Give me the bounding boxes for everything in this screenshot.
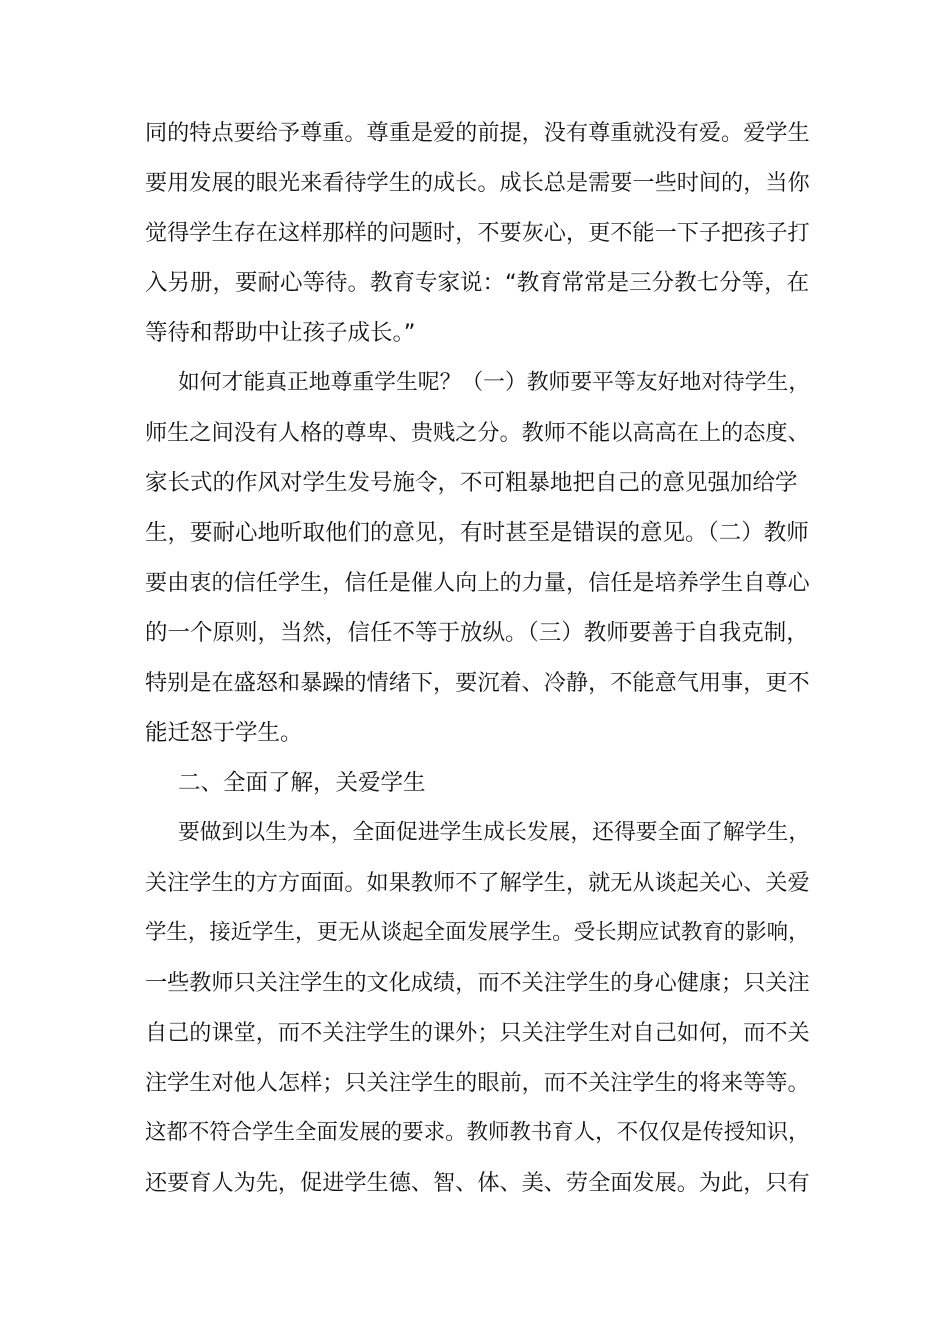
text-line: 能迁怒于学生。 — [145, 720, 303, 746]
text-line: 一些教师只关注学生的文化成绩，而不关注学生的身心健康；只关注 — [145, 970, 810, 996]
body-text — [145, 108, 810, 1208]
text-line: 生，要耐心地听取他们的意见，有时甚至是错误的意见。（二）教师 — [145, 520, 809, 546]
text-line: 如何才能真正地尊重学生呢？（一）教师要平等友好地对待学生， — [178, 370, 811, 395]
section-heading — [145, 758, 810, 808]
text-line: 注学生对他人怎样；只关注学生的眼前，而不关注学生的将来等等。 — [145, 1070, 810, 1096]
heading-line: 二、全面了解，关爱学生 — [178, 770, 426, 796]
text-line: 入另册，要耐心等待。教育专家说：“教育常常是三分教七分等，在 — [145, 270, 810, 296]
paragraph-1 — [145, 108, 810, 358]
text-line: 这都不符合学生全面发展的要求。教师教书育人，不仅仅是传授知识， — [145, 1120, 810, 1145]
paragraph-3 — [145, 808, 810, 1208]
text-line: 同的特点要给予尊重。尊重是爱的前提，没有尊重就没有爱。爱学生 — [145, 120, 810, 146]
text-line: 学生，接近学生，更无从谈起全面发展学生。受长期应试教育的影响， — [145, 920, 810, 945]
text-line: 的一个原则，当然，信任不等于放纵。（三）教师要善于自我克制， — [145, 620, 809, 646]
text-line: 还要育人为先，促进学生德、智、体、美、劳全面发展。为此，只有 — [145, 1170, 810, 1196]
paragraph-2 — [145, 358, 810, 758]
text-line: 自己的课堂，而不关注学生的课外；只关注学生对自己如何，而不关 — [145, 1020, 810, 1046]
text-line: 特别是在盛怒和暴躁的情绪下，要沉着、冷静，不能意气用事，更不 — [145, 670, 810, 696]
text-line: 觉得学生存在这样那样的问题时，不要灰心，更不能一下子把孩子打 — [145, 220, 810, 246]
text-line: 要做到以生为本，全面促进学生成长发展，还得要全面了解学生， — [178, 820, 811, 845]
text-line: 要由衷的信任学生，信任是催人向上的力量，信任是培养学生自尊心 — [145, 570, 810, 596]
text-line: 师生之间没有人格的尊卑、贵贱之分。教师不能以高高在上的态度、 — [145, 420, 810, 446]
text-line: 家长式的作风对学生发号施令，不可粗暴地把自己的意见强加给学 — [145, 470, 798, 496]
text-line: 要用发展的眼光来看待学生的成长。成长总是需要一些时间的，当你 — [145, 170, 810, 196]
text-line: 等待和帮助中让孩子成长。” — [145, 320, 416, 346]
text-line: 关注学生的方方面面。如果教师不了解学生，就无从谈起关心、关爱 — [145, 870, 810, 896]
